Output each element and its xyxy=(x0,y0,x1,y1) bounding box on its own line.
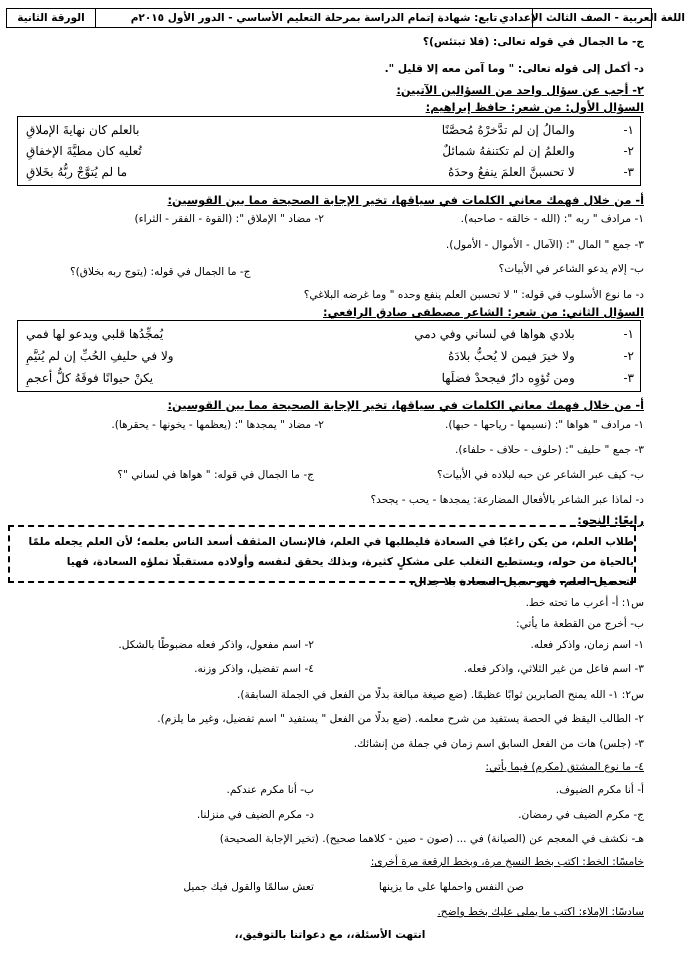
second-vocab-instruction: أ- من خلال فهمك معاني الكلمات في سياقها، تخير الإجابة الصحيحة مما بين القوسين: xyxy=(167,398,644,412)
derivative-item: د- مكرم الضيف في منزلنا. xyxy=(196,809,314,821)
vocab-antonym: ٢- مضاد " يمجدها ": (يعظمها - يخونها - يحقرها). xyxy=(111,419,324,431)
grammar-q1b: ب- أخرج من القطعة ما يأتي: xyxy=(516,618,644,630)
verse-second-half: يُمجِّدُها قلبي ويدعو لها فمي xyxy=(26,327,164,341)
extract-item: ٢- اسم مفعول، واذكر فعله مضبوطًا بالشكل. xyxy=(118,639,314,651)
verse-1 xyxy=(26,121,634,139)
derivative-item: ب- أنا مكرم عندكم. xyxy=(226,784,314,796)
second-question-title: السؤال الثاني: من شعر: الشاعر مصطفى صادق الرافعي: xyxy=(323,305,644,319)
header-exam: تابع: شهادة إتمام الدراسة بمرحلة التعليم الأساسي - الدور الأول ٢٠١٥م xyxy=(95,9,532,27)
verse-first-half: ومن تُؤوِه دارٌ فيجحدْ فضلَها xyxy=(441,371,575,385)
derivative-item: أ- أنا مكرم الضيوف. xyxy=(555,784,644,796)
vocab-plural: ٣- جمع " المال ": (الآمال - الأموال - الأمول). xyxy=(445,239,644,251)
grammar-s2-4: ٤- ما نوع المشتق (مكرم) فيما يأتي: xyxy=(485,761,644,773)
verse-first-half: بلادي هواها في لساني وفي دمي xyxy=(414,327,575,341)
grammar-dictionary: هـ- نكشف في المعجم عن (الصيانة) في ... (صون - صين - كلاهما صحيح). (تخير الإجابة الصحيحة) xyxy=(219,833,644,845)
verse-3 xyxy=(26,369,634,387)
verse-second-half: ما لم يُتوَّجْ ربُّهُ بخَلاقِ xyxy=(26,165,128,179)
vocab-synonym: ١- مرادف " ربه ": (الله - خالقه - صاحبه). xyxy=(460,213,644,225)
calligraphy-verse xyxy=(10,880,644,894)
verse-first-half: والمالُ إن لم تدَّخرْهُ مُحصَّنًا xyxy=(441,123,575,137)
verse-number: ٣- xyxy=(623,165,634,179)
question-2-instruction: ٢- أجب عن سؤال واحد من السؤالين الآتيين: xyxy=(396,83,644,97)
question-d-first: د- ما نوع الأسلوب في قوله: " لا تحسبن العلم ينفع وحده " وما غرضه البلاغي؟ xyxy=(303,289,644,301)
calligraphy-line: صن النفس واحملها على ما يزينها xyxy=(378,881,524,893)
header-subject: اللغة العربية - الصف الثالث الإعدادي xyxy=(532,9,651,27)
grammar-q1: س١: أ- أعرب ما تحته خط. xyxy=(525,597,644,609)
exam-footer: انتهت الأسئلة،، مع دعواتنا بالتوفيق،، xyxy=(234,929,426,941)
verse-1 xyxy=(26,325,634,343)
question-j: ج- ما الجمال في قوله تعالى: (فلا تبتئس)؟ xyxy=(422,36,644,48)
verse-3 xyxy=(26,163,634,181)
exam-header xyxy=(6,8,685,28)
vocab-antonym: ٢- مضاد " الإملاق ": (القوة - الفقر - الثراء) xyxy=(134,213,324,225)
first-vocab-instruction: أ- من خلال فهمك معاني الكلمات في سياقها، تخير الإجابة الصحيحة مما بين القوسين: xyxy=(167,193,644,207)
extract-row-2 xyxy=(10,662,644,676)
derivative-item: ج- مكرم الضيف في رمضان. xyxy=(518,809,644,821)
verse-first-half: لا تحسبنَّ العلمَ ينفعُ وحدَهُ xyxy=(448,165,575,179)
question-d-second: د- لماذا عبر الشاعر بالأفعال المضارعة: يمجدها - يحب - يجحد؟ xyxy=(370,494,644,506)
extract-item: ١- اسم زمان، واذكر فعله. xyxy=(530,639,644,651)
question-j-first: ج- ما الجمال في قوله: (يتوج ربه بخلاق)؟ xyxy=(70,266,251,278)
calligraphy-title: خامسًا: الخط: اكتب بخط النسخ مرة، وبخط الرقعة مرة أخرى: xyxy=(370,856,644,868)
verse-number: ٣- xyxy=(623,371,634,385)
verse-2 xyxy=(26,347,634,365)
question-d: د- أكمل إلى قوله تعالى: " وما آمن معه إلا قليل ". xyxy=(384,63,644,75)
grammar-title: رابعًا: النحو: xyxy=(577,513,644,527)
verse-second-half: ولا في حليفِ الحُبِّ إن لم يُتيَّمِ xyxy=(26,349,174,363)
verse-number: ١- xyxy=(623,123,634,137)
question-b: ب- إلام يدعو الشاعر في الأبيات؟ xyxy=(498,263,644,275)
second-vocab-row xyxy=(10,418,644,432)
derivative-row-1 xyxy=(10,783,644,797)
extract-item: ٤- اسم تفضيل، واذكر وزنه. xyxy=(194,663,314,675)
grammar-passage: طلاب العلم، من يكن راغبًا في السعادة فليطلبها في العلم، فالإنسان المثقف أسعد الناس بعلمه؛ لأن العلم يجعله ملمًا بالحياة من حوله، ويستطيع التغلب على مشكلٍ كثيرة، وبذلك يحقق لنفسه وأولاده مستقبلًا تملؤه السعادة، فهيا لتحصيل العلم، فهو سبيل السعادة بلا جدال. xyxy=(28,536,634,588)
verse-number: ١- xyxy=(623,327,634,341)
grammar-s2-3: ٣- (جلس) هات من الفعل السابق اسم زمان في جملة من إنشائك. xyxy=(353,738,644,750)
extract-item: ٣- اسم فاعل من غير الثلاثي، واذكر فعله. xyxy=(463,663,644,675)
verse-first-half: والعلمُ إن لم تكتنفهُ شمائلٌ xyxy=(442,144,575,158)
calligraphy-line: تعش سالمًا والقول فيك جميل xyxy=(183,881,314,893)
verse-number: ٢- xyxy=(623,349,634,363)
verse-2 xyxy=(26,142,634,160)
grammar-s2-1: س٢: ١- الله يمنح الصابرين ثوابًا عظيمًا. (ضع صيغة مبالغة بدلًا من الفعل في الجملة السابقة). xyxy=(237,689,644,701)
first-question-title: السؤال الأول: من شعر: حافظ إبراهيم: xyxy=(425,100,644,114)
second-questions-row xyxy=(10,468,644,482)
question-j: ج- ما الجمال في قوله: " هواها في لساني "؟ xyxy=(117,469,314,481)
verse-second-half: بالعلم كان نهايةَ الإملاقِ xyxy=(26,123,140,137)
vocab-plural: ٣- جمع " حليف ": (حلوف - حلاف - حلفاء). xyxy=(455,444,644,456)
header-sheet: الورقة الثانية xyxy=(17,12,85,24)
question-b: ب- كيف عبر الشاعر عن حبه لبلاده في الأبيات؟ xyxy=(437,469,644,481)
vocab-synonym: ١- مرادف " هواها ": (نسيمها - رياحها - حبها). xyxy=(444,419,644,431)
verse-number: ٢- xyxy=(623,144,634,158)
grammar-s2-2: ٢- الطالب اليقظ في الحصة يستفيد من شرح معلمه. (ضع بدلًا من الفعل " يستفيد " اسم تفضيل، وغير ما يلزم). xyxy=(157,713,644,725)
first-vocab-row xyxy=(10,212,644,226)
dictation-title: سادسًا: الإملاء: اكتب ما يملى عليك بخط واضح. xyxy=(437,906,644,918)
verse-second-half: تُعليه كان مطيَّةَ الإخفاقِ xyxy=(26,144,142,158)
verse-second-half: يكنْ حيوانًا فوقَهُ كلُّ أعجمِ xyxy=(26,371,154,385)
verse-first-half: ولا خيرَ فيمن لا يُحبُّ بلادَهُ xyxy=(448,349,575,363)
extract-row-1 xyxy=(10,638,644,652)
derivative-row-2 xyxy=(10,808,644,822)
